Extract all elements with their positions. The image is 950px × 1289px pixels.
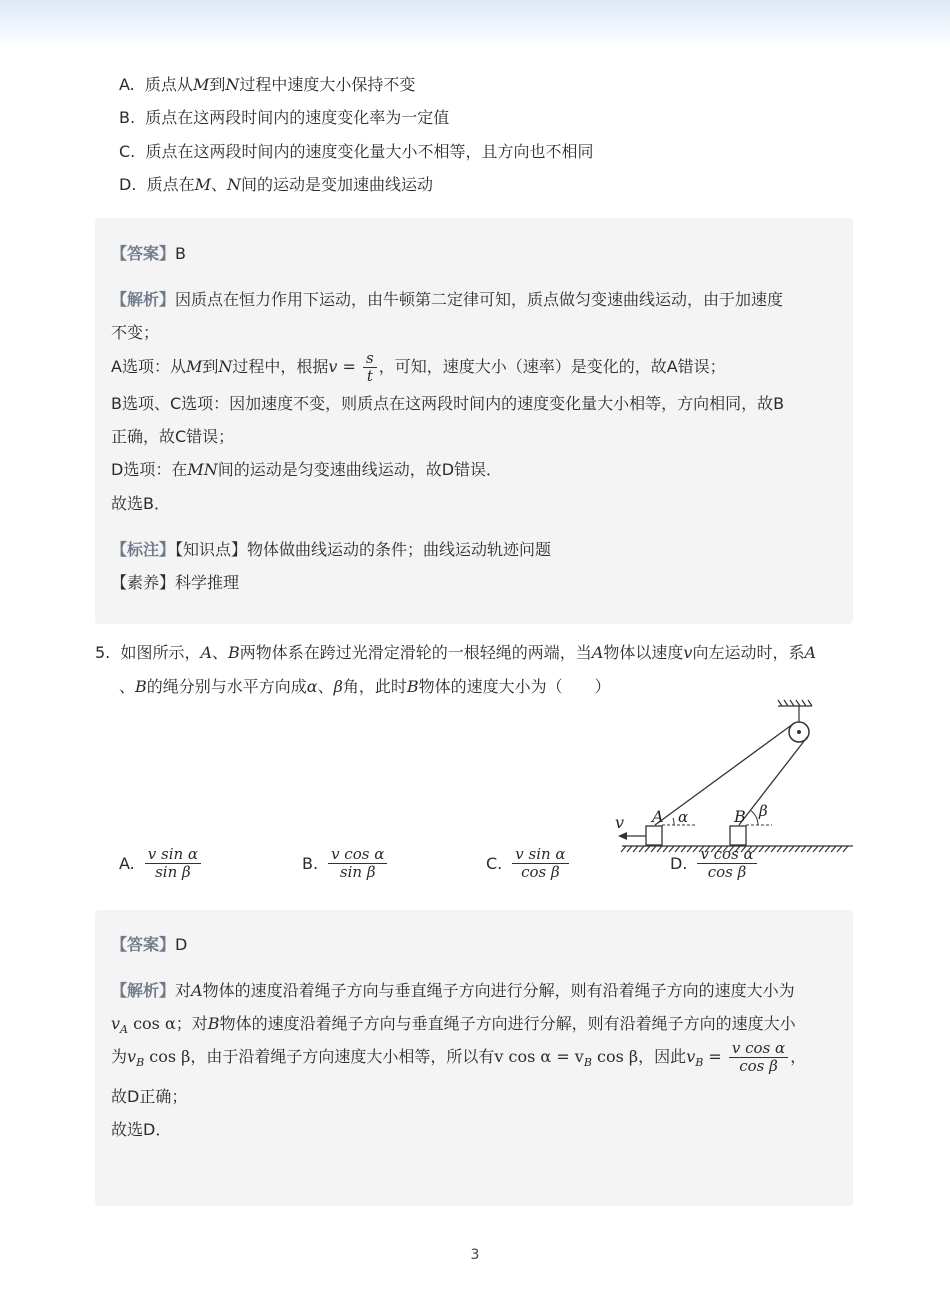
ground-hatch xyxy=(783,846,788,852)
header-band xyxy=(0,0,950,46)
ground-hatch xyxy=(795,846,800,852)
q5-stem-line1: 5. 如图所示，A、B两物体系在跨过光滑定滑轮的一根轻绳的两端，当A物体以速度v向左运动时，系A xyxy=(95,643,817,662)
rope-a xyxy=(655,724,793,825)
q4-analysis-option-d: D选项：在MN间的运动是匀变速曲线运动，故D错误． xyxy=(111,460,503,479)
ground-hatch xyxy=(657,846,662,852)
ground-hatch xyxy=(819,846,824,852)
q4-answer: 【答案】B xyxy=(111,244,186,263)
label-b: B xyxy=(734,807,746,826)
q5-analysis-line4: 故D正确； xyxy=(111,1087,188,1106)
rope-b xyxy=(739,736,808,825)
q5-choice-c: C. $\frac{\text{v sin α}}{\text{cos β}}$ xyxy=(486,846,571,881)
ground-hatch xyxy=(627,846,632,852)
q4-analysis-option-a: A选项：从M到N过程中，根据v = $\frac{s}{t}$ ，可知，速度大小（速率）是变化的，故A错误； xyxy=(111,349,726,385)
fraction: $\frac{\text{v cos α}}{\text{sin β}}$ xyxy=(328,846,387,881)
angle-arc-alpha xyxy=(673,818,674,825)
fraction-vcosa-over-cosb: $\frac{\text{v cos α}}{\text{cos β}}$ xyxy=(729,1040,788,1075)
q5-choice-a: A. $\frac{\text{v sin α}}{\text{sin β}}$ xyxy=(119,846,203,881)
ground-hatch xyxy=(621,846,626,852)
velocity-arrow-head xyxy=(618,832,627,840)
ground-hatch xyxy=(765,846,770,852)
pulley-figure xyxy=(610,696,860,856)
page-number: 3 xyxy=(470,1247,480,1263)
q4-answer-box xyxy=(95,218,853,624)
label-v: v xyxy=(615,813,625,832)
fraction: $\frac{\text{v cos α}}{\text{cos β}}$ xyxy=(697,846,756,881)
ground-hatch xyxy=(831,846,836,852)
angle-arc-beta xyxy=(750,810,758,825)
q4-literacy: 【素养】科学推理 xyxy=(111,573,240,592)
fraction-s-over-t: $\frac{s}{t}$ xyxy=(363,350,377,385)
block-b xyxy=(730,826,746,845)
ground-hatch xyxy=(789,846,794,852)
fraction: $\frac{\text{v sin α}}{\text{sin β}}$ xyxy=(145,846,201,881)
ground-hatch xyxy=(807,846,812,852)
q5-choice-b: B. $\frac{\text{v cos α}}{\text{sin β}}$ xyxy=(302,846,389,881)
ground-hatch xyxy=(663,846,668,852)
q4-analysis-line1: 【解析】因质点在恒力作用下运动，由牛顿第二定律可知，质点做匀变速曲线运动，由于加速度 xyxy=(111,290,784,309)
q4-option-d: D. 质点在M、N间的运动是变加速曲线运动 xyxy=(119,175,434,194)
ceiling-mount xyxy=(778,700,812,722)
q5-analysis-line1: 【解析】对A物体的速度沿着绳子方向与垂直绳子方向进行分解，则有沿着绳子方向的速度大小为 xyxy=(111,981,795,1000)
ground-hatch xyxy=(813,846,818,852)
q5-choice-d: D. $\frac{\text{v cos α}}{\text{cos β}}$ xyxy=(670,846,759,881)
q4-conclusion: 故选B． xyxy=(111,494,170,513)
ground-hatch xyxy=(645,846,650,852)
q5-conclusion: 故选D． xyxy=(111,1120,172,1139)
ground-hatch xyxy=(777,846,782,852)
q4-option-c: C. 质点在这两段时间内的速度变化量大小不相等，且方向也不相同 xyxy=(119,142,594,161)
label-a: A xyxy=(652,807,664,826)
ground-hatch xyxy=(843,846,848,852)
ground-hatch xyxy=(771,846,776,852)
q4-analysis-line2: 不变； xyxy=(111,323,160,342)
q5-analysis-line3: 为$v_B$ cos β，由于沿着绳子方向速度大小相等，所以有v $\cos \alpha = v_B$ cos β，因此$v_B$ = $\frac{\text{v cos α}}{\text{cos β}}$ ， xyxy=(111,1039,807,1075)
fraction: $\frac{\text{v sin α}}{\text{cos β}}$ xyxy=(512,846,568,881)
q5-analysis-line2: $v_A$ cos α；对B物体的速度沿着绳子方向与垂直绳子方向进行分解，则有沿着绳子方向的速度大小 xyxy=(111,1014,796,1037)
q4-option-b: B. 质点在这两段时间内的速度变化率为一定值 xyxy=(119,108,450,127)
block-a xyxy=(646,826,662,845)
q4-note: 【标注】【知识点】物体做曲线运动的条件；曲线运动轨迹问题 xyxy=(111,540,552,559)
ground-hatch xyxy=(759,846,764,852)
q5-stem-line2: 、B的绳分别与水平方向成α、β角，此时B物体的速度大小为（ ） xyxy=(119,677,611,696)
label-alpha: α xyxy=(678,808,689,826)
ground-hatch xyxy=(837,846,842,852)
q5-answer-box xyxy=(95,910,853,1206)
ground-hatch xyxy=(633,846,638,852)
q4-option-a: A. 质点从M到N过程中速度大小保持不变 xyxy=(119,75,416,94)
pulley-axle xyxy=(797,730,801,734)
q5-answer: 【答案】D xyxy=(111,935,188,954)
label-beta: β xyxy=(759,802,768,820)
ground-hatch xyxy=(801,846,806,852)
q4-analysis-option-bc-line1: B选项、C选项：因加速度不变，则质点在这两段时间内的速度变化量大小相等，方向相同，故B xyxy=(111,394,785,413)
q4-analysis-option-bc-line2: 正确，故C错误； xyxy=(111,427,235,446)
ground-hatch xyxy=(651,846,656,852)
ground-hatch xyxy=(639,846,644,852)
ground-hatch xyxy=(825,846,830,852)
